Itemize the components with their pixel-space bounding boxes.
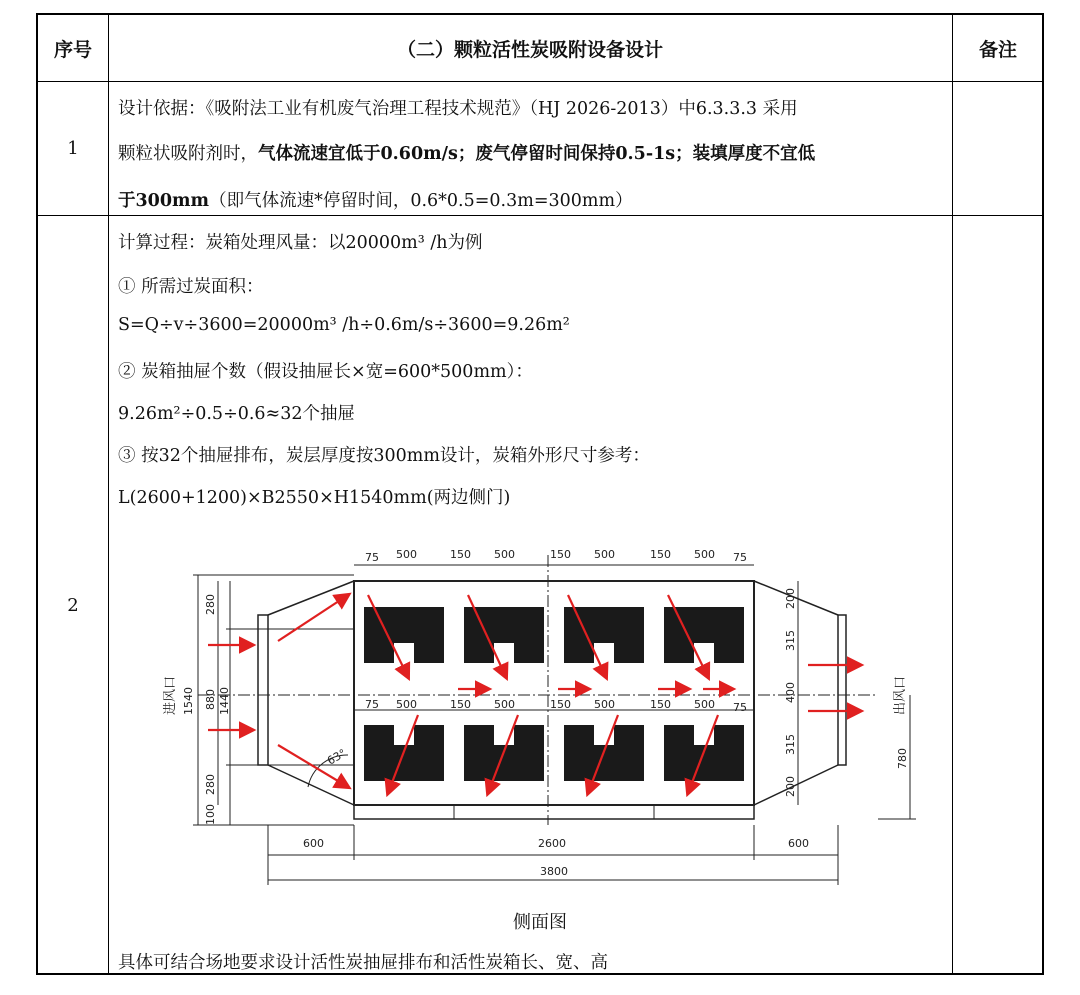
dim-top-5: 500 bbox=[594, 548, 615, 561]
header-title: （二）颗粒活性炭吸附设备设计 bbox=[396, 38, 663, 61]
dim-left-2: 280 bbox=[204, 774, 217, 795]
dim-top-8: 75 bbox=[733, 551, 747, 564]
dim-mid-5: 500 bbox=[594, 698, 615, 711]
dim-right-2: 400 bbox=[784, 682, 797, 703]
row-1-bold-text: 气体流速宜低于0.60m/s；废气停留时间保持0.5-1s；装填厚度不宜低 bbox=[258, 144, 816, 164]
side-view-diagram bbox=[118, 525, 918, 895]
row-1-line-3 bbox=[118, 187, 633, 212]
dim-mid-4: 150 bbox=[550, 698, 571, 711]
row-1-text: 颗粒状吸附剂时， bbox=[118, 144, 258, 164]
dim-mid-0: 75 bbox=[365, 698, 379, 711]
dim-top-2: 150 bbox=[450, 548, 471, 561]
dim-right-outer: 780 bbox=[896, 748, 909, 769]
dim-mid-1: 500 bbox=[396, 698, 417, 711]
row-1-line-2 bbox=[118, 140, 815, 165]
outlet-flange bbox=[838, 615, 846, 765]
column-divider bbox=[108, 15, 109, 973]
dim-top-1: 500 bbox=[396, 548, 417, 561]
inlet-label: 进风口 bbox=[163, 675, 178, 715]
dim-total-length: 3800 bbox=[540, 865, 568, 878]
dim-top-3: 500 bbox=[494, 548, 515, 561]
dim-left-1: 880 bbox=[204, 689, 217, 710]
calc-line-6: ③ 按32个抽屉排布，炭层厚度按300mm设计，炭箱外形尺寸参考： bbox=[118, 446, 650, 466]
design-table bbox=[36, 13, 1044, 975]
dim-left-outer-1: 1440 bbox=[218, 687, 231, 715]
dim-mid-7: 500 bbox=[694, 698, 715, 711]
row-1-text: 设计依据：《吸附法工业有机废气治理工程技术规范》（HJ 2026-2013）中6.3.3.3 采用 bbox=[118, 99, 798, 119]
dim-left-0: 280 bbox=[204, 594, 217, 615]
dim-mid-8: 75 bbox=[733, 701, 747, 714]
outlet-label: 出风口 bbox=[893, 675, 908, 715]
calc-line-4: ② 炭箱抽屉个数（假设抽屉长×宽=600*500mm）： bbox=[118, 362, 533, 382]
header-remark: 备注 bbox=[978, 38, 1017, 61]
calc-line-3: S=Q÷v÷3600=20000m³ /h÷0.6m/s÷3600=9.26m² bbox=[118, 315, 570, 335]
row-2-number bbox=[38, 215, 108, 995]
dim-top-4: 150 bbox=[550, 548, 571, 561]
inlet-flange bbox=[258, 615, 268, 765]
dim-bottom-0: 600 bbox=[303, 837, 324, 850]
calc-line-1: 计算过程：炭箱处理风量：以20000m³ /h为例 bbox=[118, 233, 483, 253]
dim-top-6: 150 bbox=[650, 548, 671, 561]
dim-bottom-2: 600 bbox=[788, 837, 809, 850]
dim-bottom-1: 2600 bbox=[538, 837, 566, 850]
dim-mid-2: 150 bbox=[450, 698, 471, 711]
header-no: 序号 bbox=[53, 38, 92, 61]
column-divider bbox=[952, 15, 953, 973]
calc-line-7: L(2600+1200)×B2550×H1540mm(两边侧门) bbox=[118, 488, 511, 508]
row-divider bbox=[38, 215, 1042, 216]
footer-note: 具体可结合场地要求设计活性炭抽屉排布和活性炭箱长、宽、高 bbox=[118, 953, 608, 973]
dim-mid-3: 500 bbox=[494, 698, 515, 711]
dim-left-3: 100 bbox=[204, 804, 217, 825]
dim-mid-6: 150 bbox=[650, 698, 671, 711]
row-1-line-1 bbox=[118, 95, 798, 120]
row-1-text: （即气体流速*停留时间，0.6*0.5=0.3m=300mm） bbox=[209, 191, 633, 211]
dim-right-3: 315 bbox=[784, 734, 797, 755]
row-divider bbox=[38, 81, 1042, 82]
dim-top-7: 500 bbox=[694, 548, 715, 561]
dim-right-1: 315 bbox=[784, 630, 797, 651]
dim-right-0: 200 bbox=[784, 588, 797, 609]
calc-line-2: ① 所需过炭面积： bbox=[118, 277, 264, 297]
calc-line-5: 9.26m²÷0.5÷0.6≈32个抽屉 bbox=[118, 404, 355, 424]
row-2-number-text: 2 bbox=[67, 595, 79, 616]
diagram-caption: 侧面图 bbox=[513, 912, 567, 933]
dim-top-0: 75 bbox=[365, 551, 379, 564]
row-1-bold-text: 于300mm bbox=[118, 191, 210, 211]
dim-right-4: 200 bbox=[784, 776, 797, 797]
dim-angle: 63° bbox=[325, 746, 349, 768]
row-1-number: 1 bbox=[67, 137, 79, 159]
dim-left-outer-0: 1540 bbox=[182, 687, 195, 715]
carbon-box-base bbox=[354, 805, 754, 819]
